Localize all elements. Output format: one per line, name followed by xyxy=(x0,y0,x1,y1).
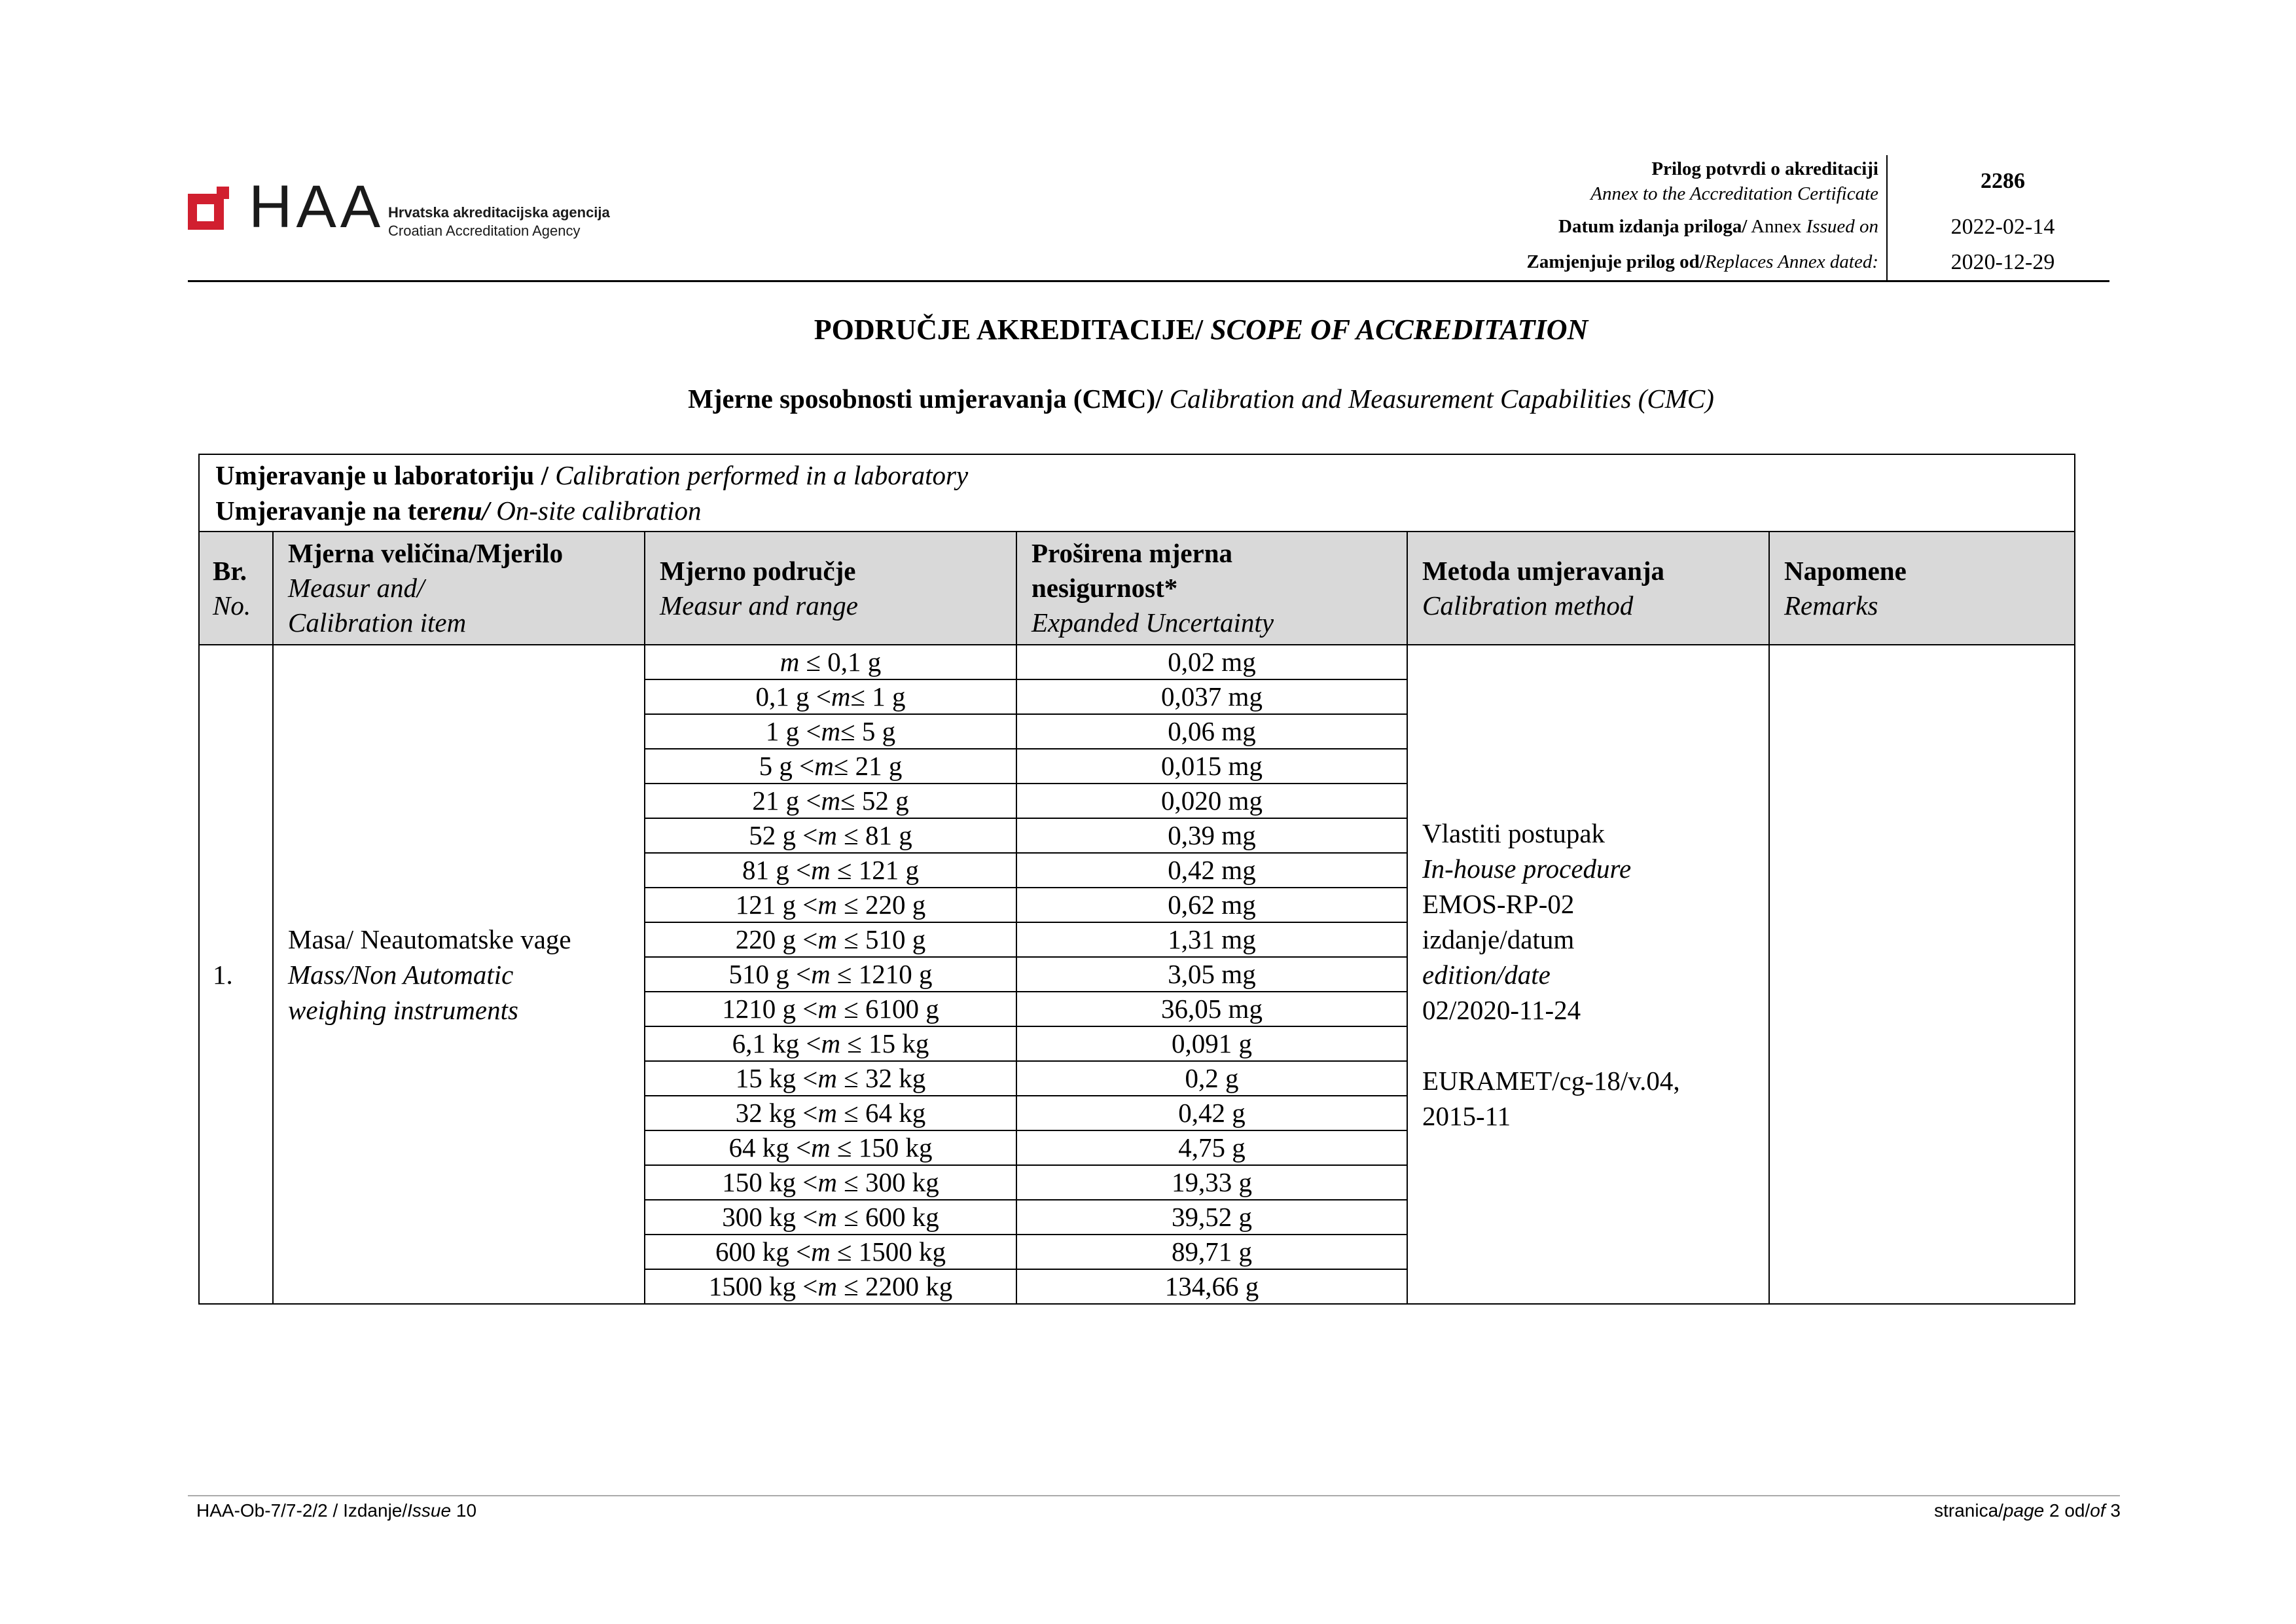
data-rows xyxy=(199,645,2075,1304)
method-line-8: 2015-11 xyxy=(1422,1100,1511,1131)
range-variable: m xyxy=(811,855,831,885)
section-header xyxy=(199,454,2075,532)
replaces-label-hr: Zamjenjuje prilog od/ xyxy=(1526,251,1705,272)
range-lower: 32 kg < xyxy=(735,1098,818,1128)
range-lower: 52 g < xyxy=(749,820,818,850)
range-lower: 15 kg < xyxy=(735,1063,818,1093)
header-divider-vertical xyxy=(1886,155,1888,281)
col-header-method-hr: Metoda umjeravanja xyxy=(1422,555,1665,586)
page-subtitle-en: Calibration and Measurement Capabilities (CMC) xyxy=(1169,384,1714,414)
haa-logo-mark-notch xyxy=(217,187,229,199)
expanded-uncertainty: 0,62 mg xyxy=(1016,888,1407,922)
measuring-range xyxy=(645,992,1016,1026)
expanded-uncertainty: 1,31 mg xyxy=(1016,922,1407,957)
measuring-range xyxy=(645,1096,1016,1130)
col-header-item-hr: Mjerna veličina/Mjerilo xyxy=(288,538,564,568)
method-spacer xyxy=(1422,1028,1768,1063)
range-lower: 6,1 kg < xyxy=(732,1028,821,1058)
issued-label xyxy=(1257,216,1878,238)
measuring-range xyxy=(645,853,1016,888)
range-lower: 220 g < xyxy=(735,924,818,954)
range-variable: m xyxy=(817,994,837,1024)
range-lower: 300 kg < xyxy=(722,1202,818,1232)
page-title-en: SCOPE OF ACCREDITATION xyxy=(1210,314,1588,346)
expanded-uncertainty: 89,71 g xyxy=(1016,1235,1407,1269)
range-upper: ≤ 5 g xyxy=(840,716,896,746)
range-upper: ≤ 220 g xyxy=(836,890,926,920)
footer-page-e: 3 xyxy=(2105,1500,2121,1521)
range-upper: ≤ 510 g xyxy=(836,924,926,954)
footer-page-b: page xyxy=(2003,1500,2045,1521)
expanded-uncertainty: 0,037 mg xyxy=(1016,679,1407,714)
issued-date: 2022-02-14 xyxy=(1950,215,2055,239)
footer-doc-id-c: 10 xyxy=(451,1500,477,1521)
col-header-no xyxy=(199,532,273,645)
measuring-range xyxy=(645,818,1016,853)
footer-page-c: 2 od/ xyxy=(2044,1500,2090,1521)
calibration-item-hr: Masa/ Neautomatske vage xyxy=(288,924,571,954)
expanded-uncertainty: 0,02 mg xyxy=(1016,645,1407,679)
section-laboratory xyxy=(215,458,2058,493)
measuring-range xyxy=(645,1269,1016,1304)
section-onsite xyxy=(215,493,2058,528)
range-lower: 150 kg < xyxy=(722,1167,818,1197)
range-variable: m xyxy=(811,959,831,989)
expanded-uncertainty: 134,66 g xyxy=(1016,1269,1407,1304)
expanded-uncertainty: 0,39 mg xyxy=(1016,818,1407,853)
range-variable: m xyxy=(817,1271,837,1301)
range-variable: m xyxy=(817,924,837,954)
table-row xyxy=(199,645,2075,679)
calibration-item-en2: weighing instruments xyxy=(288,994,518,1025)
col-header-range xyxy=(645,532,1016,645)
range-variable: m xyxy=(821,785,841,816)
page-title-hr: PODRUČJE AKREDITACIJE/ xyxy=(814,314,1211,346)
logo-subtitle-en: Croatian Accreditation Agency xyxy=(388,223,581,239)
range-upper: ≤ 52 g xyxy=(840,785,909,816)
replaces-date: 2020-12-29 xyxy=(1950,250,2055,274)
expanded-uncertainty: 19,33 g xyxy=(1016,1165,1407,1200)
replaces-label-en: Replaces Annex dated: xyxy=(1704,251,1878,272)
footer-page-d: of xyxy=(2090,1500,2106,1521)
expanded-uncertainty: 0,091 g xyxy=(1016,1026,1407,1061)
range-lower: 1500 kg < xyxy=(708,1271,818,1301)
range-lower: 600 kg < xyxy=(715,1236,812,1267)
range-upper: ≤ 2200 kg xyxy=(836,1271,953,1301)
col-header-unc-en: Expanded Uncertainty xyxy=(1031,607,1274,638)
expanded-uncertainty: 0,06 mg xyxy=(1016,714,1407,749)
measuring-range xyxy=(645,1130,1016,1165)
col-header-item-en1: Measur and/ xyxy=(288,573,425,603)
section-header-row xyxy=(199,454,2075,532)
section-laboratory-en: Calibration performed in a laboratory xyxy=(555,460,969,490)
method-line-3: EMOS-RP-02 xyxy=(1422,888,1575,919)
range-variable: m xyxy=(811,1236,831,1267)
range-upper: ≤ 121 g xyxy=(830,855,919,885)
range-variable: m xyxy=(821,716,841,746)
col-header-method xyxy=(1407,532,1769,645)
range-upper: ≤ 15 kg xyxy=(840,1028,929,1058)
method-line-7: EURAMET/cg-18/v.04, xyxy=(1422,1065,1680,1096)
range-upper: ≤ 150 kg xyxy=(830,1132,933,1163)
footer-doc-id-a: HAA-Ob-7/7-2/2 / Izdanje/ xyxy=(196,1500,408,1521)
expanded-uncertainty: 36,05 mg xyxy=(1016,992,1407,1026)
range-lower: 0,1 g < xyxy=(755,681,831,712)
remarks-cell xyxy=(1769,645,2075,1304)
range-variable: m xyxy=(780,647,800,677)
expanded-uncertainty: 0,020 mg xyxy=(1016,784,1407,818)
range-lower: 21 g < xyxy=(752,785,821,816)
range-upper: ≤ 0,1 g xyxy=(799,647,882,677)
range-variable: m xyxy=(817,820,837,850)
expanded-uncertainty: 4,75 g xyxy=(1016,1130,1407,1165)
method-line-4: izdanje/datum xyxy=(1422,924,1575,954)
expanded-uncertainty: 39,52 g xyxy=(1016,1200,1407,1235)
range-variable: m xyxy=(817,1098,837,1128)
col-header-range-hr: Mjerno područje xyxy=(660,555,856,586)
measuring-range xyxy=(645,1026,1016,1061)
footer-doc-id-b: Issue xyxy=(407,1500,452,1521)
range-variable: m xyxy=(817,1167,837,1197)
measuring-range xyxy=(645,784,1016,818)
logo-text: HAA xyxy=(249,173,385,240)
range-variable: m xyxy=(821,1028,841,1058)
range-lower: 1210 g < xyxy=(722,994,818,1024)
issued-label-en1: Annex xyxy=(1747,216,1806,237)
calibration-item-en1: Mass/Non Automatic xyxy=(288,959,514,990)
range-upper: ≤ 81 g xyxy=(836,820,912,850)
section-onsite-hr2: enu/ xyxy=(440,496,490,526)
range-upper: ≤ 6100 g xyxy=(836,994,939,1024)
col-header-item xyxy=(273,532,645,645)
range-lower: 81 g < xyxy=(742,855,812,885)
col-header-method-en: Calibration method xyxy=(1422,590,1634,621)
measuring-range xyxy=(645,1061,1016,1096)
range-upper: ≤ 1210 g xyxy=(830,959,933,989)
col-header-no-hr: Br. xyxy=(213,555,247,586)
col-header-item-en2: Calibration item xyxy=(288,607,467,638)
column-header-row xyxy=(199,532,2075,645)
range-variable: m xyxy=(831,681,851,712)
header-divider xyxy=(188,280,2109,282)
footer-divider xyxy=(188,1495,2120,1496)
method-line-2: In-house procedure xyxy=(1422,853,1632,884)
measuring-range xyxy=(645,679,1016,714)
range-lower: 510 g < xyxy=(728,959,812,989)
footer-page-number xyxy=(1833,1500,2121,1521)
measuring-range xyxy=(645,1165,1016,1200)
range-variable: m xyxy=(817,890,837,920)
footer-doc-id xyxy=(196,1500,476,1521)
measuring-range xyxy=(645,645,1016,679)
measuring-range xyxy=(645,714,1016,749)
range-upper: ≤ 300 kg xyxy=(836,1167,939,1197)
replaces-label xyxy=(1257,251,1878,273)
col-header-no-en: No. xyxy=(213,590,251,621)
col-header-unc-hr2: nesigurnost* xyxy=(1031,573,1178,603)
page-subtitle-hr: Mjerne sposobnosti umjeravanja (CMC)/ xyxy=(688,384,1170,414)
annex-number: 2286 xyxy=(1981,169,2025,193)
range-variable: m xyxy=(817,1063,837,1093)
range-upper: ≤ 32 kg xyxy=(836,1063,926,1093)
measuring-range xyxy=(645,922,1016,957)
expanded-uncertainty: 0,015 mg xyxy=(1016,749,1407,784)
range-lower: 1 g < xyxy=(765,716,821,746)
logo-subtitle-hr: Hrvatska akreditacijska agencija xyxy=(388,204,610,221)
measuring-range xyxy=(645,888,1016,922)
range-lower: 121 g < xyxy=(735,890,818,920)
row-number: 1. xyxy=(199,645,273,1304)
range-upper: ≤ 21 g xyxy=(833,751,903,781)
page-title xyxy=(0,313,2296,346)
range-upper: ≤ 1500 kg xyxy=(830,1236,946,1267)
issued-label-hr: Datum izdanja priloga/ xyxy=(1558,216,1748,237)
calibration-method xyxy=(1407,645,1769,1304)
footer-page-a: stranica/ xyxy=(1934,1500,2003,1521)
range-variable: m xyxy=(814,751,834,781)
col-header-remarks-en: Remarks xyxy=(1784,590,1878,621)
method-line-6: 02/2020-11-24 xyxy=(1422,994,1581,1025)
measuring-range xyxy=(645,957,1016,992)
section-onsite-hr1: Umjeravanje na ter xyxy=(215,496,440,526)
range-lower: 5 g < xyxy=(759,751,815,781)
scope-table xyxy=(198,454,2075,1305)
page-subtitle xyxy=(0,383,2296,414)
haa-logo-mark-inner xyxy=(197,204,214,221)
annex-label-en: Annex to the Accreditation Certificate xyxy=(1590,183,1878,204)
col-header-unc-hr1: Proširena mjerna xyxy=(1031,538,1233,568)
calibration-item xyxy=(273,645,645,1304)
section-onsite-en: On-site calibration xyxy=(490,496,702,526)
range-variable: m xyxy=(811,1132,831,1163)
expanded-uncertainty: 0,2 g xyxy=(1016,1061,1407,1096)
range-upper: ≤ 600 kg xyxy=(836,1202,939,1232)
range-lower: 64 kg < xyxy=(728,1132,812,1163)
measuring-range xyxy=(645,1235,1016,1269)
measuring-range xyxy=(645,749,1016,784)
method-line-5: edition/date xyxy=(1422,959,1551,990)
expanded-uncertainty: 3,05 mg xyxy=(1016,957,1407,992)
issued-label-en2: Issued on xyxy=(1806,216,1878,237)
measuring-range xyxy=(645,1200,1016,1235)
range-upper: ≤ 64 kg xyxy=(836,1098,926,1128)
col-header-remarks-hr: Napomene xyxy=(1784,555,1907,586)
range-variable: m xyxy=(817,1202,837,1232)
col-header-remarks xyxy=(1769,532,2075,645)
method-line-1: Vlastiti postupak xyxy=(1422,818,1605,848)
range-upper: ≤ 1 g xyxy=(850,681,906,712)
col-header-range-en: Measur and range xyxy=(660,590,858,621)
section-laboratory-hr: Umjeravanje u laboratoriju / xyxy=(215,460,556,490)
expanded-uncertainty: 0,42 g xyxy=(1016,1096,1407,1130)
expanded-uncertainty: 0,42 mg xyxy=(1016,853,1407,888)
col-header-uncertainty xyxy=(1016,532,1407,645)
annex-label-hr: Prilog potvrdi o akreditaciji xyxy=(1651,158,1878,179)
